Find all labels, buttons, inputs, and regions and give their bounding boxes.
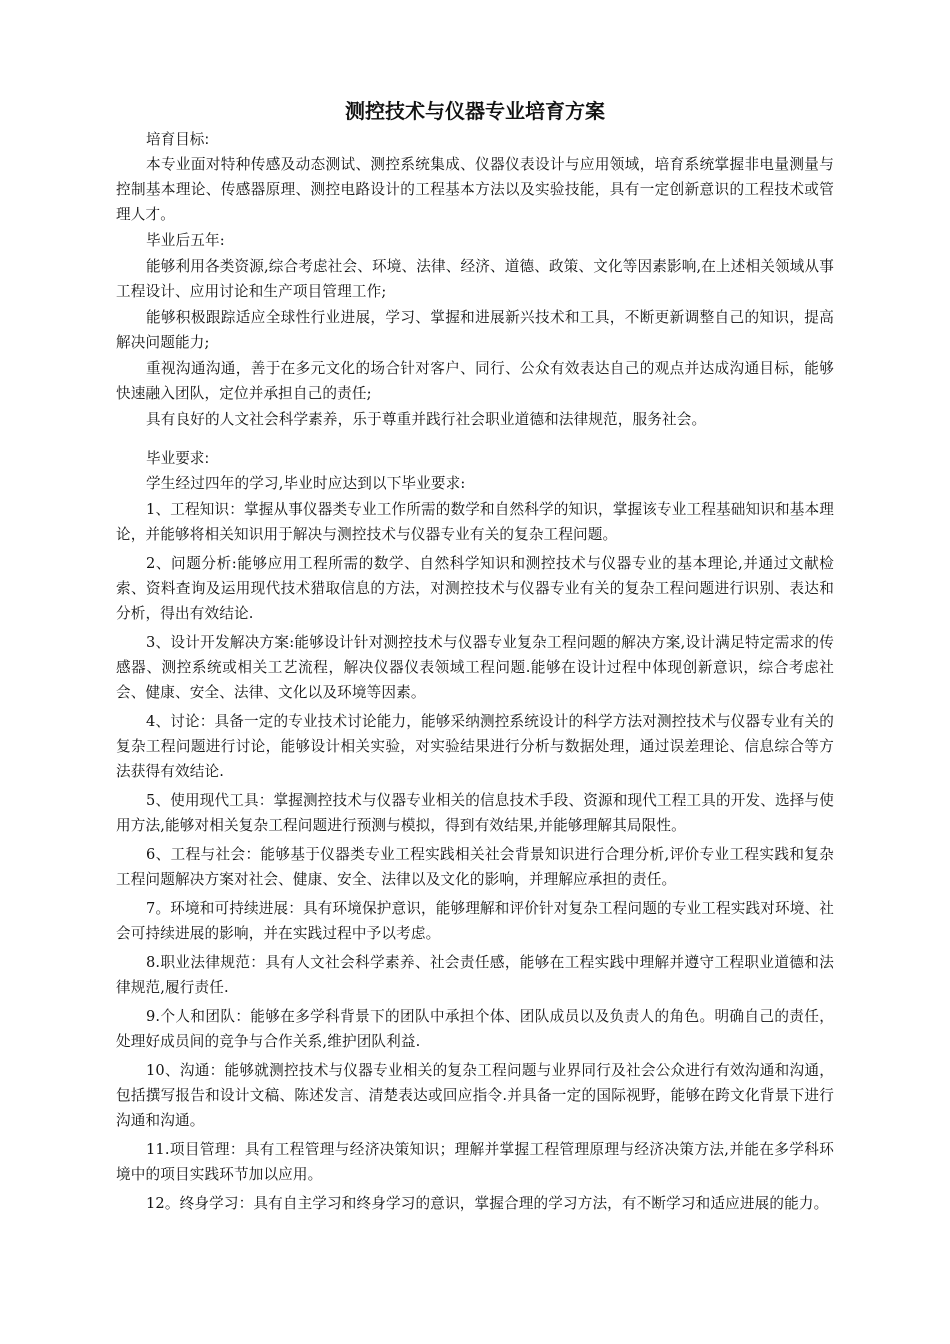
requirement-item: 12。终身学习：具有自主学习和终身学习的意识，掌握合理的学习方法，有不断学习和适应进展的能力。 xyxy=(146,1195,829,1212)
requirements-intro: 学生经过四年的学习,毕业时应达到以下毕业要求: xyxy=(146,475,466,492)
requirement-item: 5、使用现代工具：掌握测控技术与仪器专业相关的信息技术手段、资源和现代工程工具的开发、选择与使用方法,能够对相关复杂工程问题进行预测与模拟，得到有效结果,并能够理解其局限性。 xyxy=(116,792,834,834)
requirement-item: 4、讨论：具备一定的专业技术讨论能力，能够采纳测控系统设计的科学方法对测控技术与仪器专业有关的复杂工程问题进行讨论，能够设计相关实验，对实验结果进行分析与数据处理，通过误差理论、信息综合等方法获得有效结论. xyxy=(116,713,834,780)
requirement-item: 10、沟通：能够就测控技术与仪器专业相关的复杂工程问题与业界同行及社会公众进行有效沟通和沟通，包括撰写报告和设计文稿、陈述发言、清楚表达或回应指令.并具备一定的国际视野，能够在跨文化背景下进行沟通和沟通。 xyxy=(116,1062,834,1129)
requirement-item: 1、工程知识：掌握从事仪器类专业工作所需的数学和自然科学的知识，掌握该专业工程基础知识和基本理论，并能够将相关知识用于解决与测控技术与仪器专业有关的复杂工程问题。 xyxy=(116,501,834,543)
goal-item: 能够利用各类资源,综合考虑社会、环境、法律、经济、道德、政策、文化等因素影响,在上述相关领域从事工程设计、应用讨论和生产项目管理工作; xyxy=(116,258,834,300)
requirement-item: 3、设计开发解决方案:能够设计针对测控技术与仪器专业复杂工程问题的解决方案,设计满足特定需求的传感器、测控系统或相关工艺流程，解决仪器仪表领域工程问题.能够在设计过程中体现创新意识，综合考虑社会、健康、安全、法律、文化以及环境等因素。 xyxy=(116,634,834,701)
goal-item: 能够积极跟踪适应全球性行业进展，学习、掌握和进展新兴技术和工具，不断更新调整自己的知识，提高解决问题能力; xyxy=(116,309,834,351)
requirement-item: 11.项目管理：具有工程管理与经济决策知识；理解并掌握工程管理原理与经济决策方法,并能在多学科环境中的项目实践环节加以应用。 xyxy=(116,1141,834,1183)
requirement-item: 6、工程与社会：能够基于仪器类专业工程实践相关社会背景知识进行合理分析,评价专业工程实践和复杂工程问题解决方案对社会、健康、安全、法律以及文化的影响，并理解应承担的责任。 xyxy=(116,846,834,888)
requirement-item: 7。环境和可持续进展：具有环境保护意识，能够理解和评价针对复杂工程问题的专业工程实践对环境、社会可持续进展的影响，并在实践过程中予以考虑。 xyxy=(116,900,834,942)
requirement-item: 2、问题分析:能够应用工程所需的数学、自然科学知识和测控技术与仪器专业的基本理论,并通过文献检索、资料查询及运用现代技术猎取信息的方法，对测控技术与仪器专业有关的复杂工程问题进行识别、表达和分析，得出有效结论. xyxy=(116,555,834,622)
goal-item: 重视沟通沟通，善于在多元文化的场合针对客户、同行、公众有效表达自己的观点并达成沟通目标，能够快速融入团队，定位并承担自己的责任; xyxy=(116,360,834,402)
goal-item: 具有良好的人文社会科学素养，乐于尊重并践行社会职业道德和法律规范，服务社会。 xyxy=(146,411,707,428)
after-graduation-label: 毕业后五年: xyxy=(146,232,225,249)
document-title: 测控技术与仪器专业培育方案 xyxy=(345,99,605,123)
requirement-item: 8.职业法律规范：具有人文社会科学素养、社会责任感，能够在工程实践中理解并遵守工程职业道德和法律规范,履行责任. xyxy=(116,954,834,996)
section-spacer xyxy=(116,433,834,447)
requirement-item: 9.个人和团队：能够在多学科背景下的团队中承担个体、团队成员以及负责人的角色。明确自己的责任，处理好成员间的竞争与合作关系,维护团队利益. xyxy=(116,1008,834,1050)
requirements-heading: 毕业要求: xyxy=(146,450,210,467)
goal-intro: 本专业面对特种传感及动态测试、测控系统集成、仪器仪表设计与应用领域，培育系统掌握非电量测量与控制基本理论、传感器原理、测控电路设计的工程基本方法以及实验技能，具有一定创新意识的工程技术或管理人才。 xyxy=(116,156,834,223)
goal-heading: 培育目标: xyxy=(146,131,210,148)
